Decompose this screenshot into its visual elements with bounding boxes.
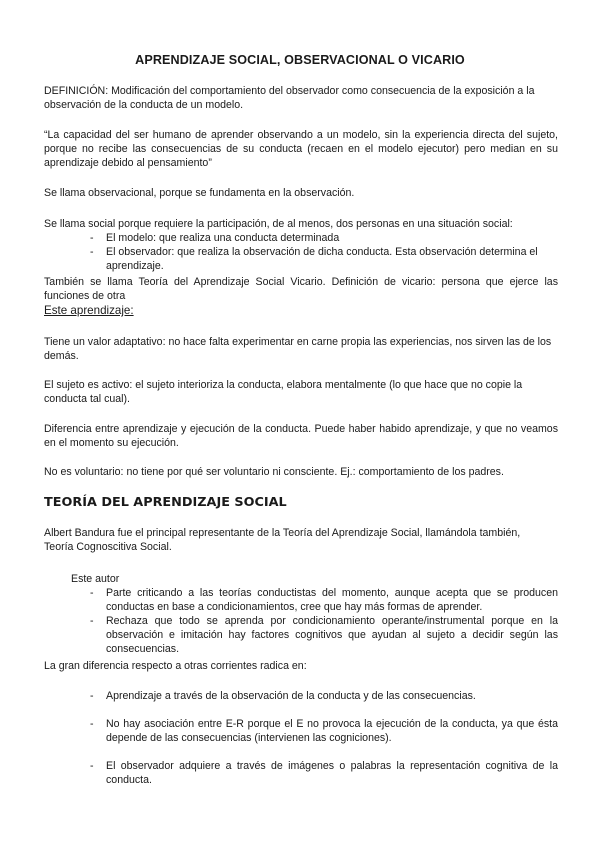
voluntary-paragraph: No es voluntario: no tiene por qué ser voluntario ni consciente. Ej.: comportamiento de los padres. — [44, 466, 504, 478]
author-intro: Este autor — [71, 573, 120, 585]
social-participants-list — [90, 231, 550, 273]
vicarious-paragraph: También se llama Teoría del Aprendizaje Social Vicario. Definición de vicario: persona que ejerce las funciones de otra — [44, 276, 558, 302]
social-intro-paragraph: Se llama social porque requiere la participación, de al menos, dos personas en una situación social: — [44, 218, 513, 230]
list-item: - Aprendizaje a través de la observación de la conducta y de las consecuencias. — [90, 689, 558, 703]
este-aprendizaje-heading: Este aprendizaje: — [44, 304, 134, 317]
list-item: - El observador: que realiza la observación de dicha conducta. Esta observación determina el aprendizaje. — [90, 245, 550, 273]
list-item: - No hay asociación entre E-R porque el E no provoca la ejecución de la conducta, ya que ésta depende de las consecuencias (intervienen las cogniciones). — [90, 717, 558, 745]
difference-paragraph: Diferencia entre aprendizaje y ejecución de la conducta. Puede haber habido aprendizaje, y que no veamos en el momento su ejecución. — [44, 423, 558, 449]
observational-paragraph: Se llama observacional, porque se fundamenta en la observación. — [44, 187, 355, 199]
quote-paragraph: “La capacidad del ser humano de aprender observando a un modelo, sin la experiencia directa del sujeto, porque no recibe las consecuencias de su conducta (recaen en el modelo ejecutor) pero median en su aprendizaje debido al pensamiento” — [44, 129, 558, 169]
active-paragraph: El sujeto es activo: el sujeto interioriza la conducta, elabora mentalmente (lo que hace que no copie la conducta tal cual). — [44, 379, 523, 405]
section-title: TEORÍA DEL APRENDIZAJE SOCIAL — [44, 495, 287, 510]
difference-list — [90, 689, 558, 801]
definition-paragraph: DEFINICIÓN: Modificación del comportamiento del observador como consecuencia de la exposición a la observación de la conducta de un modelo. — [44, 85, 535, 111]
difference-intro: La gran diferencia respecto a otras corrientes radica en: — [44, 660, 307, 672]
list-item: - El observador adquiere a través de imágenes o palabras la representación cognitiva de la conducta. — [90, 759, 558, 787]
page-title: APRENDIZAJE SOCIAL, OBSERVACIONAL O VICARIO — [135, 53, 465, 67]
list-item: - El modelo: que realiza una conducta determinada — [90, 231, 550, 245]
adaptive-paragraph: Tiene un valor adaptativo: no hace falta experimentar en carne propia las experiencias, nos sirven las de los demás. — [44, 336, 552, 362]
author-points-list — [90, 586, 558, 656]
list-item: - Rechaza que todo se aprenda por condicionamiento operante/instrumental porque en la observación e imitación hay factores cognitivos que ayudan al sujeto a decidir según las consecuencias. — [90, 614, 558, 656]
bandura-paragraph: Albert Bandura fue el principal representante de la Teoría del Aprendizaje Social, llamándola también, Teoría Cognoscitiva Social. — [44, 527, 521, 553]
list-item: - Parte criticando a las teorías conductistas del momento, aunque acepta que se producen conductas en base a condicionamientos, cree que hay más formas de aprender. — [90, 586, 558, 614]
